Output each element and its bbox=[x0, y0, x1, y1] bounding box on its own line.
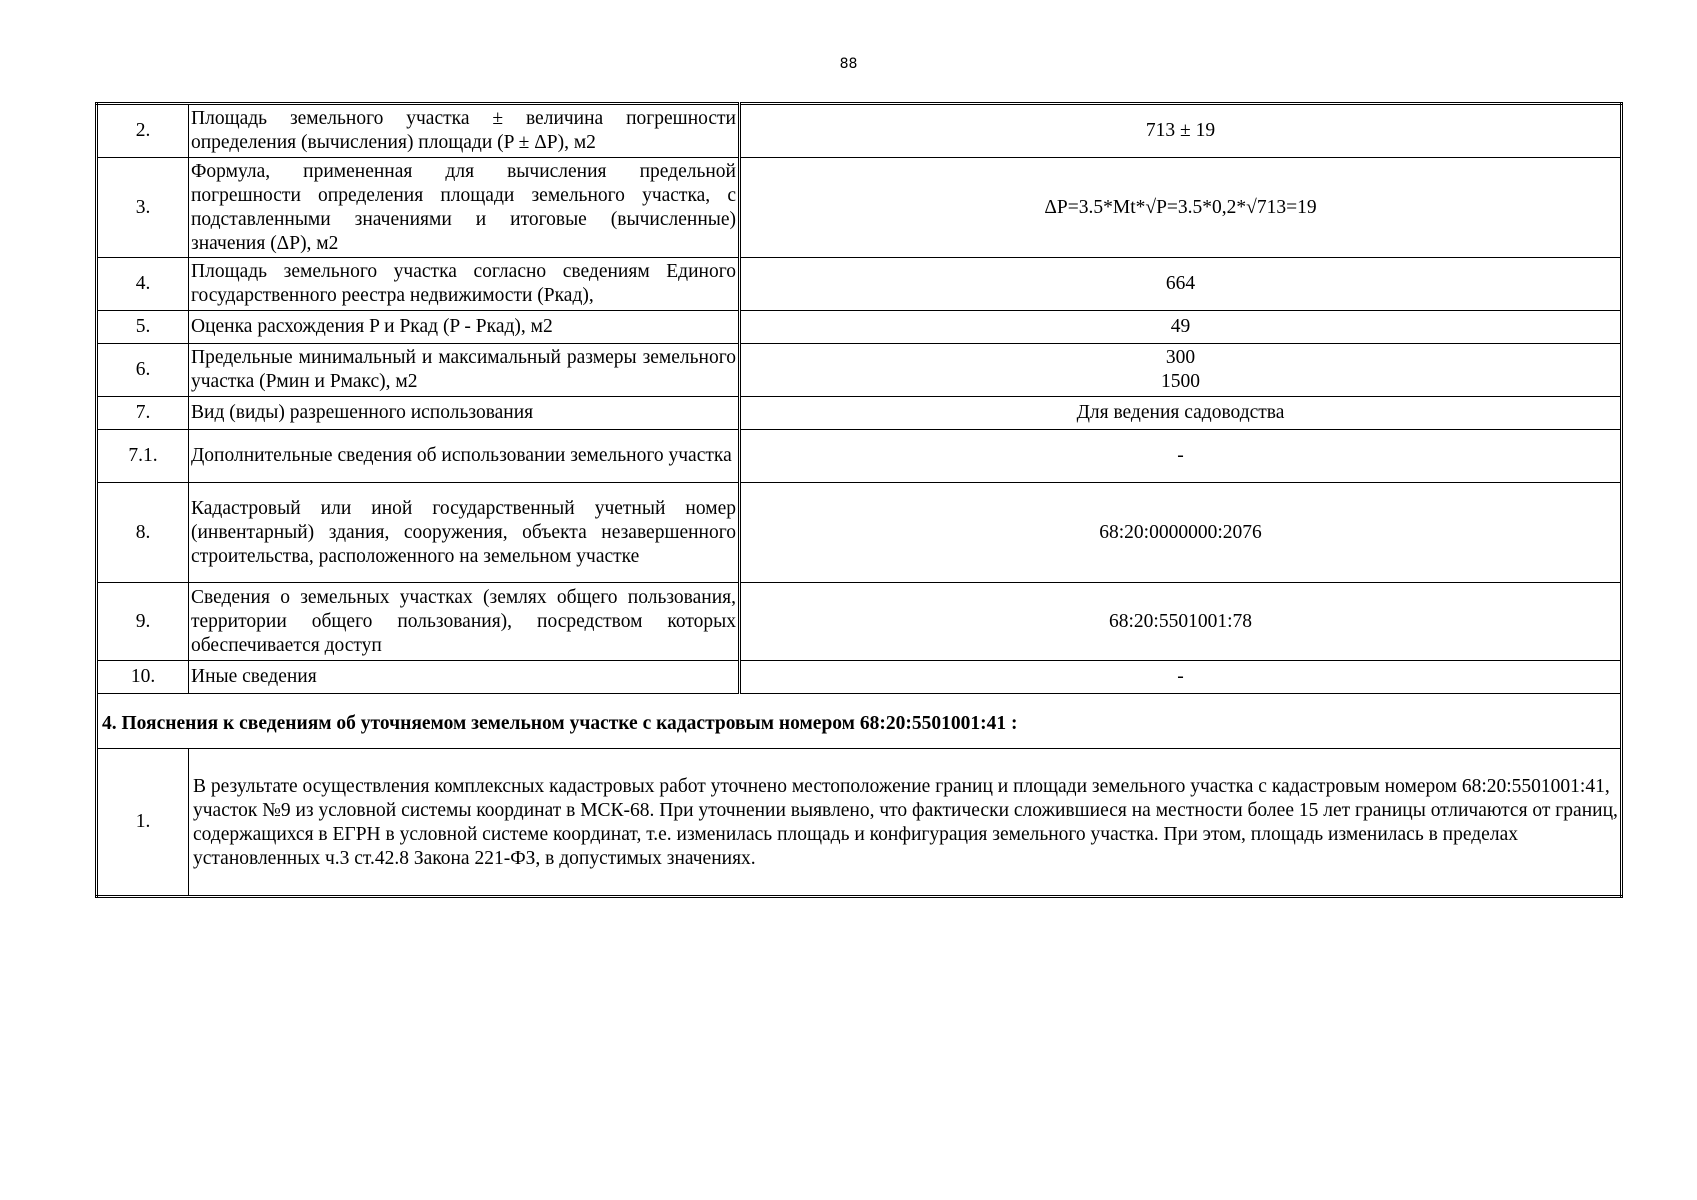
row-number: 6. bbox=[97, 344, 189, 397]
row-value: - bbox=[740, 430, 1622, 483]
row-number: 7. bbox=[97, 397, 189, 430]
row-number: 7.1. bbox=[97, 430, 189, 483]
row-number: 3. bbox=[97, 158, 189, 258]
page-number: 88 bbox=[839, 56, 858, 72]
row-name: Дополнительные сведения об использовании земельного участка bbox=[189, 430, 740, 483]
max-size-value: 1500 bbox=[1161, 371, 1200, 392]
row-number: 2. bbox=[97, 104, 189, 158]
row-name: Иные сведения bbox=[189, 661, 740, 694]
row-number: 8. bbox=[97, 483, 189, 583]
table-row bbox=[97, 397, 1622, 430]
explanation-text: В результате осуществления комплексных кадастровых работ уточнено местоположение границ и площади земельного участка с кадастровым номером 68:20:5501001:41, участок №9 из условной системы координат в МСК-68. При уточнении выявлено, что фактически сложившиеся на местности более 15 лет границы отличаются от границ, содержащихся в ЕГРН в условной системе координат, т.е. изменилась площадь и конфигурация земельного участка. При этом, площадь изменилась в пределах установленных ч.3 ст.42.8 Закона 221-ФЗ, в допустимых значениях. bbox=[189, 749, 1622, 897]
row-number: 5. bbox=[97, 311, 189, 344]
row-value: 49 bbox=[740, 311, 1622, 344]
row-value: 68:20:5501001:78 bbox=[740, 583, 1622, 661]
row-value: ΔP=3.5*Mt*√P=3.5*0,2*√713=19 bbox=[740, 158, 1622, 258]
table-row bbox=[97, 344, 1622, 397]
row-name: Оценка расхождения P и Ркад (P - Ркад), м2 bbox=[189, 311, 740, 344]
row-value bbox=[740, 344, 1622, 397]
row-value: 664 bbox=[740, 258, 1622, 311]
row-number: 4. bbox=[97, 258, 189, 311]
table-row bbox=[97, 158, 1622, 258]
row-number: 10. bbox=[97, 661, 189, 694]
table-row bbox=[97, 483, 1622, 583]
row-value: - bbox=[740, 661, 1622, 694]
row-number: 1. bbox=[97, 749, 189, 897]
table-row bbox=[97, 583, 1622, 661]
table-row bbox=[97, 258, 1622, 311]
row-value: 713 ± 19 bbox=[740, 104, 1622, 158]
row-name: Кадастровый или иной государственный учетный номер (инвентарный) здания, сооружения, объекта незавершенного строительства, расположенного на земельном участке bbox=[189, 483, 740, 583]
land-plot-info-table bbox=[95, 102, 1623, 898]
row-number: 9. bbox=[97, 583, 189, 661]
min-size-value: 300 bbox=[1165, 347, 1196, 368]
row-name: Площадь земельного участка согласно сведениям Единого государственного реестра недвижимости (Ркад), bbox=[189, 258, 740, 311]
table-row bbox=[97, 104, 1622, 158]
table-row bbox=[97, 661, 1622, 694]
row-value: 68:20:0000000:2076 bbox=[740, 483, 1622, 583]
table-row bbox=[97, 311, 1622, 344]
row-name: Сведения о земельных участках (землях общего пользования, территории общего пользования), посредством которых обеспечивается доступ bbox=[189, 583, 740, 661]
row-name: Предельные минимальный и максимальный размеры земельного участка (Pмин и Pмакс), м2 bbox=[189, 344, 740, 397]
section-heading-row bbox=[97, 694, 1622, 749]
table-row bbox=[97, 430, 1622, 483]
table-row bbox=[97, 749, 1622, 897]
row-name: Формула, примененная для вычисления предельной погрешности определения площади земельного участка, с подставленными значениями и итоговые (вычисленные) значения (ΔP), м2 bbox=[189, 158, 740, 258]
section-heading: 4. Пояснения к сведениям об уточняемом земельном участке с кадастровым номером 68:20:5501001:41 : bbox=[97, 694, 1622, 749]
row-value: Для ведения садоводства bbox=[740, 397, 1622, 430]
row-name: Вид (виды) разрешенного использования bbox=[189, 397, 740, 430]
row-name: Площадь земельного участка ± величина погрешности определения (вычисления) площади (P ± ΔP), м2 bbox=[189, 104, 740, 158]
